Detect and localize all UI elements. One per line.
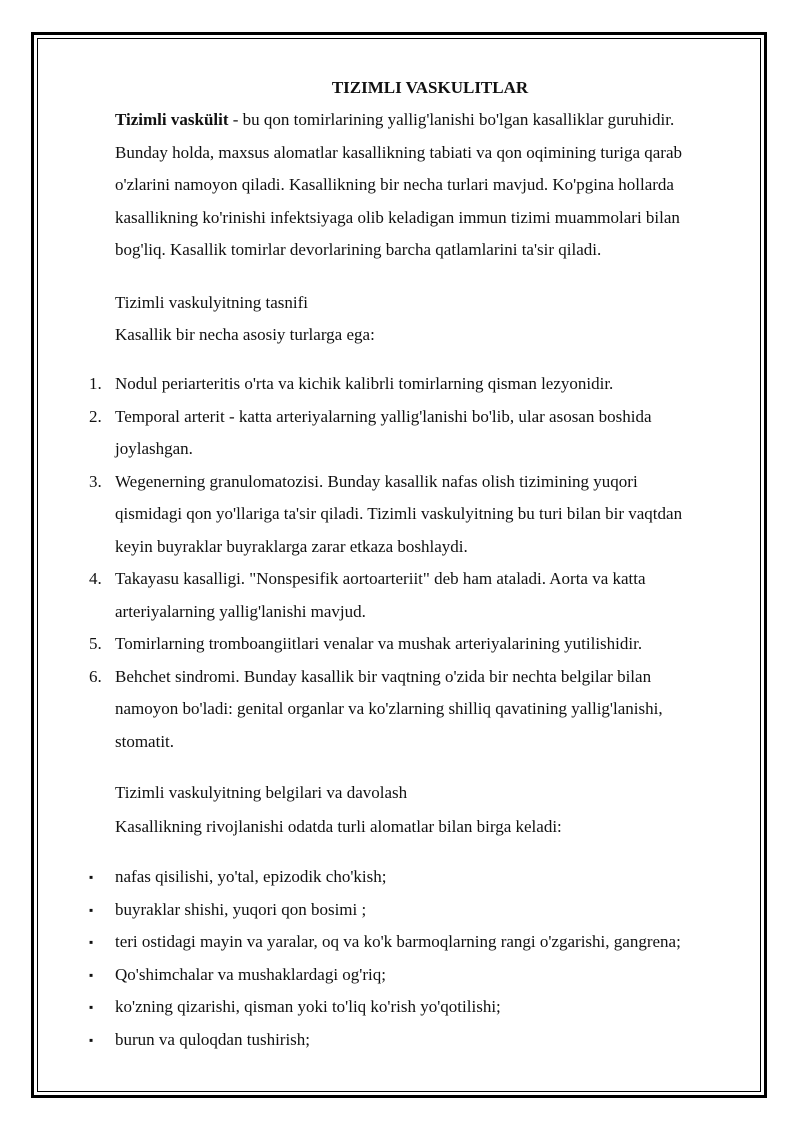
list-item [0,861,755,894]
intro-text: Bunday holda, maxsus alomatlar kasallikning tabiati va qon oqimining turiga qarab [115,142,683,162]
intro-text: - bu qon tomirlarining yallig'lanishi bo'lgan kasalliklar guruhidir. [228,110,675,129]
list-item [0,466,755,564]
intro-paragraph [115,104,755,267]
classification-heading: Tizimli vaskulyitning tasnifi [115,293,308,312]
list-number: 4. [89,569,102,588]
list-number: 3. [89,471,102,491]
list-item [0,661,755,759]
list-item-text: Qo'shimchalar va mushaklardagi og'riq; [115,964,386,984]
list-item [0,1024,755,1057]
bullet-icon: ▪ [89,870,94,884]
list-number: 5. [89,634,102,653]
list-item-text: Behchet sindromi. Bunday kasallik bir vaqtning o'zida bir nechta belgilar bilan [115,666,652,686]
intro-term: Tizimli vaskülit [115,110,229,129]
list-item [0,401,755,466]
list-item-text: keyin buyraklar buyraklarga zarar etkaza boshlaydi. [115,536,468,556]
list-item-text: joylashgan. [115,439,193,458]
list-item [0,894,755,927]
symptoms-list [0,861,800,1056]
list-item-text: Takayasu kasalligi. "Nonspesifik aortoarteriit" deb ham ataladi. Aorta va katta [115,569,646,588]
intro-text: bog'liq. Kasallik tomirlar devorlarining barcha qatlamlarini ta'sir qiladi. [115,240,602,259]
list-item-text: Nodul periarteritis o'rta va kichik kalibrli tomirlarning qisman lezyonidir. [115,374,614,393]
list-item-text: stomatit. [115,731,175,751]
list-item [0,628,755,661]
document-title: TIZIMLI VASKULITLAR [331,78,529,97]
bullet-icon: ▪ [89,1000,94,1014]
list-item [0,959,755,992]
list-item-text: arteriyalarning yallig'lanishi mavjud. [115,601,366,621]
list-number: 1. [89,374,102,393]
list-item-text: namoyon bo'ladi: genital organlar va ko'zlarning shilliq qavatining yallig'lanishi, [115,699,663,718]
list-item-text: Wegenerning granulomatozisi. Bunday kasallik nafas olish tizimining yuqori [115,471,638,491]
list-item [0,563,755,628]
bullet-icon: ▪ [89,967,94,982]
bullet-icon: ▪ [89,935,94,949]
list-item-text: qismidagi qon yo'llariga ta'sir qiladi. Tizimli vaskulyitning bu turi bilan bir vaqtdan [115,504,683,523]
list-item [0,991,755,1024]
list-item-text: Temporal arterit - katta arteriyalarning yallig'lanishi bo'lib, ular asosan boshida [115,406,652,426]
list-item-text: Tomirlarning tromboangiitlari venalar va mushak arteriyalarining yutilishidir. [115,634,643,653]
list-item-text: buyraklar shishi, yuqori qon bosimi ; [115,899,367,919]
types-list [0,368,800,758]
list-item-text: burun va quloqdan tushirish; [115,1029,311,1049]
list-number: 2. [89,406,102,426]
intro-text: kasallikning ko'rinishi infektsiyaga olib keladigan immun tizimi muammolari bilan [115,207,680,227]
list-number: 6. [89,666,102,686]
intro-text: o'zlarini namoyon qiladi. Kasallikning bir necha turlari mavjud. Ko'pgina hollarda [115,175,674,194]
symptoms-intro: Kasallikning rivojlanishi odatda turli alomatlar bilan birga keladi: [115,817,562,836]
list-item-text: ko'zning qizarishi, qisman yoki to'liq ko'rish yo'qotilishi; [115,997,501,1016]
list-item-text: teri ostidagi mayin va yaralar, oq va ko'k barmoqlarning rangi o'zgarishi, gangrena; [115,932,681,951]
bullet-icon: ▪ [89,902,94,917]
classification-intro: Kasallik bir necha asosiy turlarga ega: [115,325,375,344]
bullet-icon: ▪ [89,1032,94,1047]
list-item-text: nafas qisilishi, yo'tal, epizodik cho'kish; [115,867,387,886]
list-item [0,368,755,401]
symptoms-heading: Tizimli vaskulyitning belgilari va davolash [115,783,408,802]
list-item [0,926,755,959]
